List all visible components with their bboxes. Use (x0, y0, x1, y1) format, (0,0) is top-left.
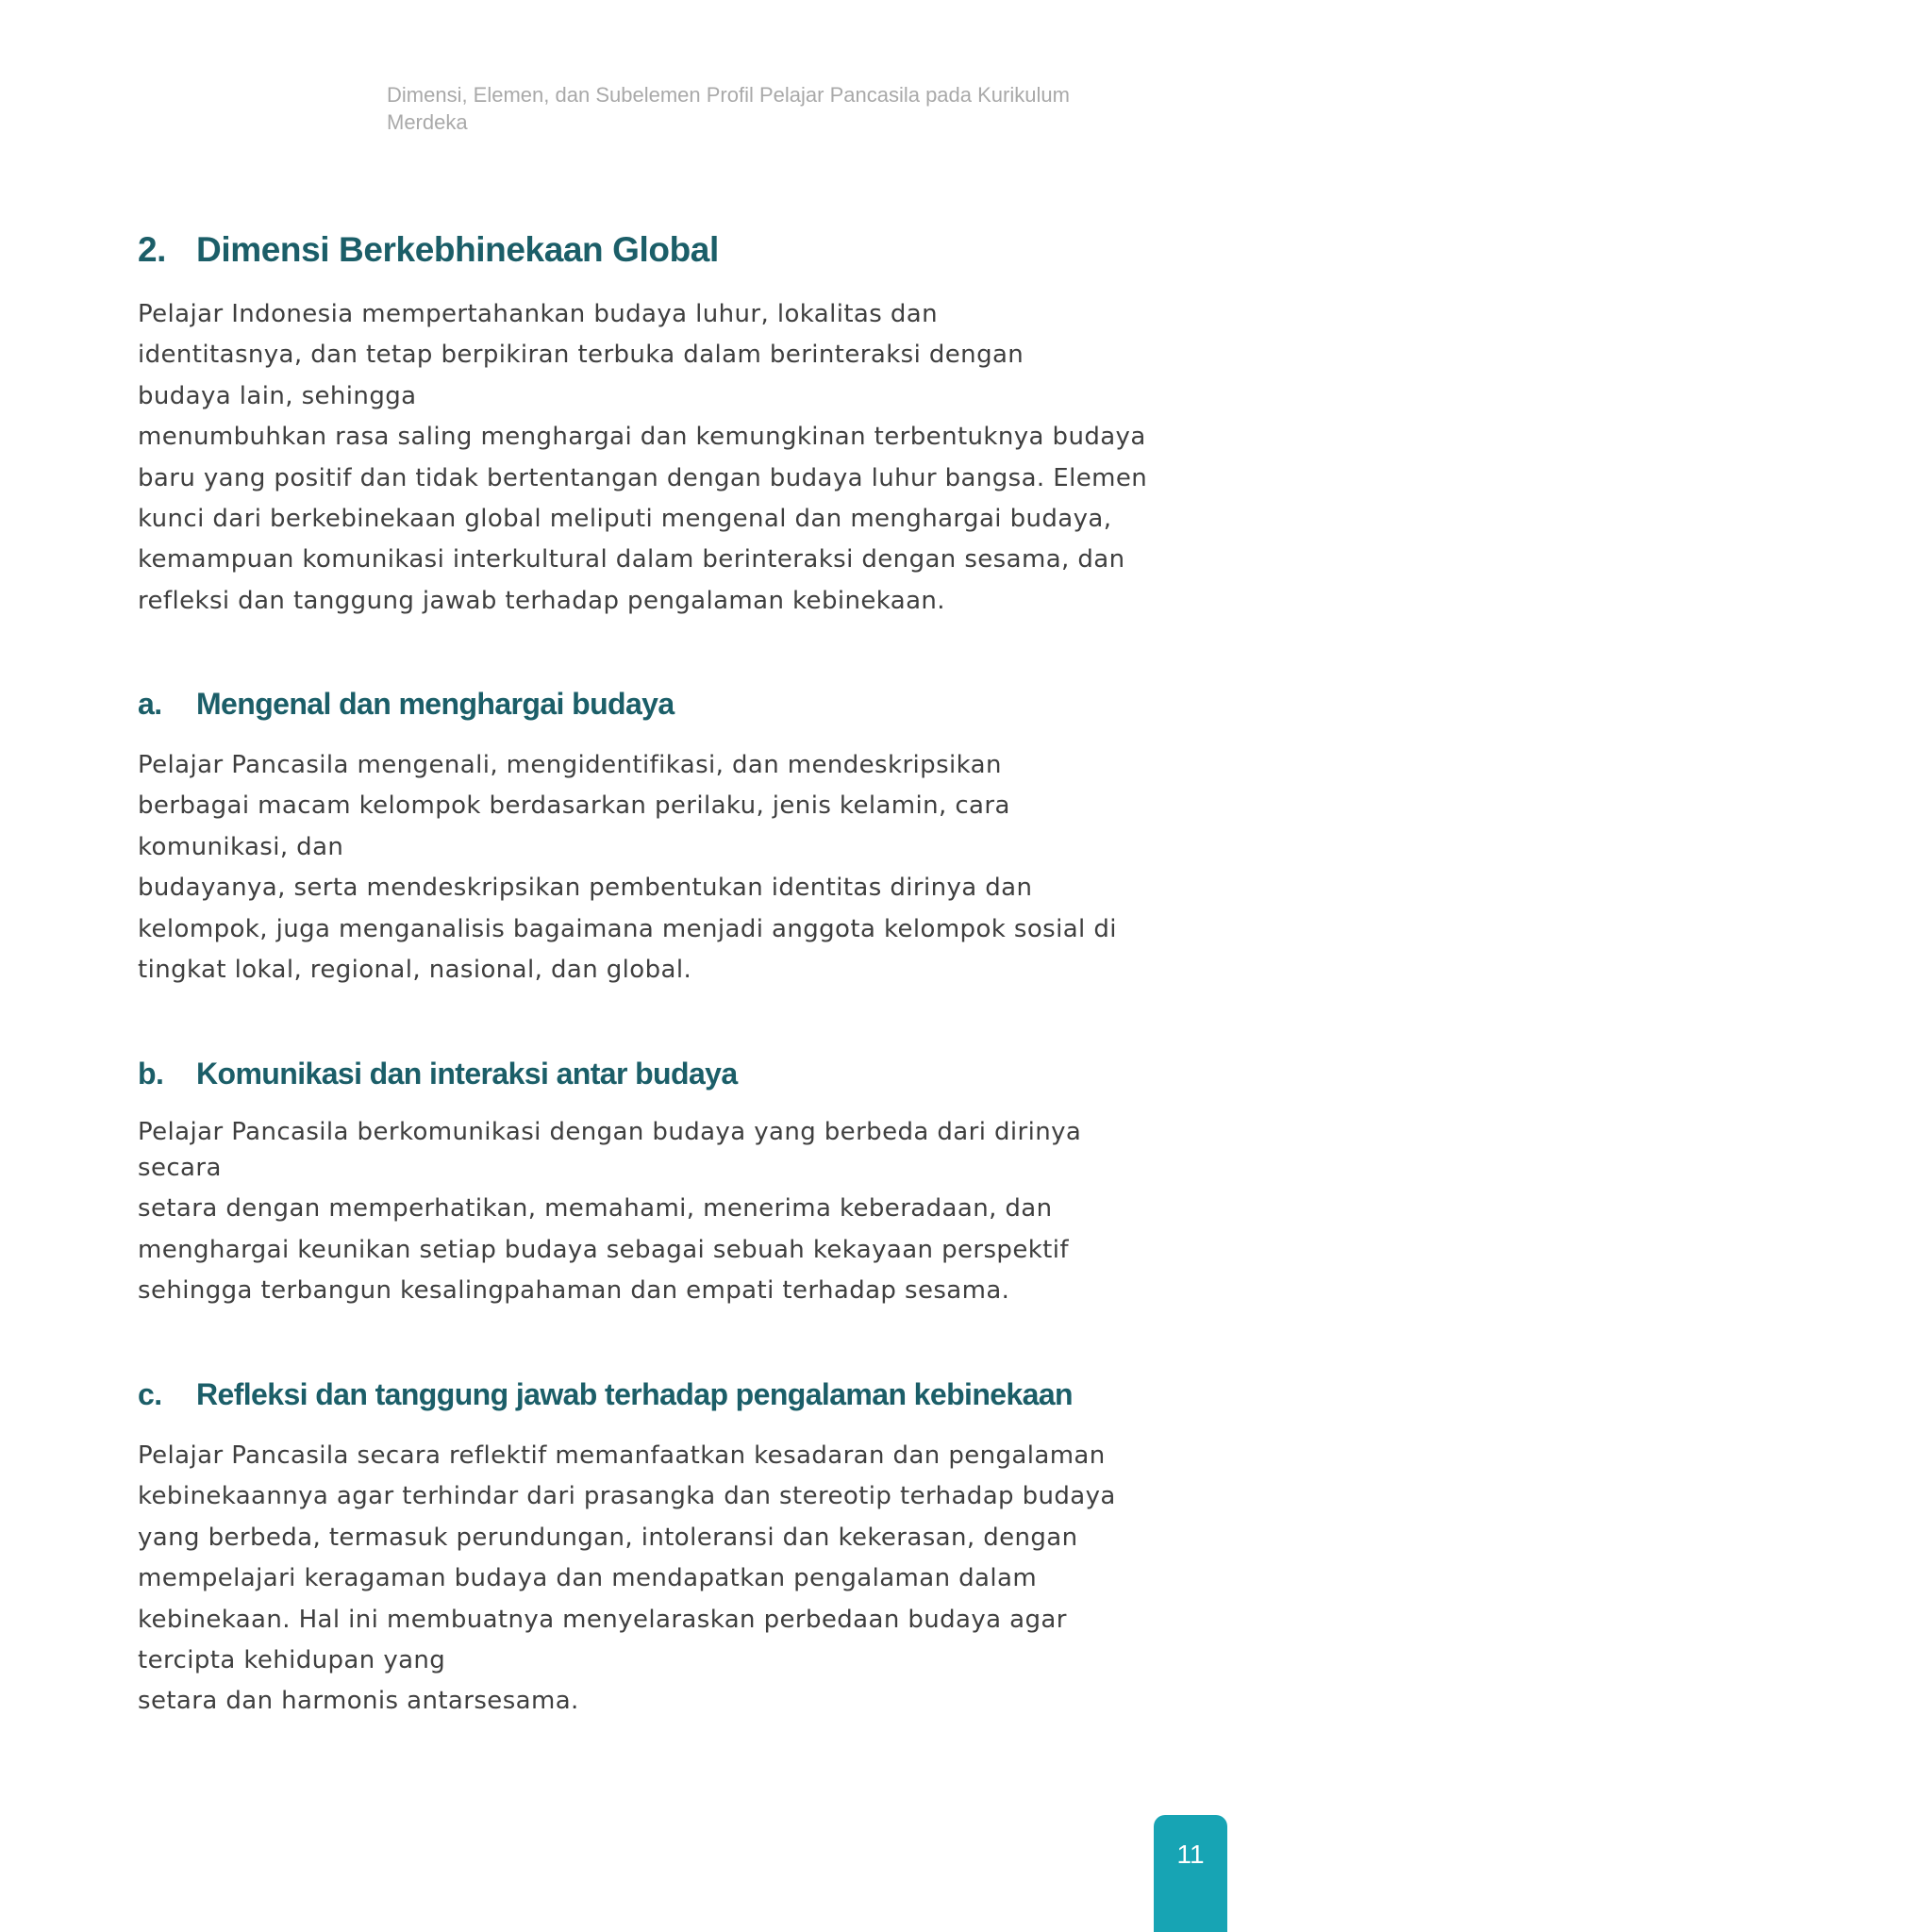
paragraph-line: menumbuhkan rasa saling menghargai dan kemungkinan terbentuknya budaya (138, 423, 1146, 452)
paragraph-line: menghargai keunikan setiap budaya sebagai sebuah kekayaan perspektif (138, 1235, 1069, 1264)
paragraph-line: mempelajari keragaman budaya dan mendapatkan pengalaman dalam (138, 1564, 1038, 1593)
paragraph-line: Pelajar Pancasila secara reflektif memanfaatkan kesadaran dan pengalaman (138, 1441, 1106, 1470)
subsection-letter: b. (138, 1057, 164, 1091)
paragraph-line: tingkat lokal, regional, nasional, dan global. (138, 956, 692, 985)
subsection-heading-a (138, 687, 675, 722)
subsection-b-paragraph (138, 1116, 1251, 1312)
paragraph-line: sehingga terbangun kesalingpahaman dan empati terhadap sesama. (138, 1276, 1010, 1306)
paragraph-line: kebinekaannya agar terhindar dari prasangka dan stereotip terhadap budaya (138, 1482, 1116, 1511)
running-header (387, 81, 1198, 136)
paragraph-line: Pelajar Pancasila mengenali, mengidentifikasi, dan mendeskripsikan (138, 751, 1002, 779)
subsection-title: Komunikasi dan interaksi antar budaya (196, 1057, 738, 1091)
paragraph-line: Pelajar Indonesia mempertahankan budaya luhur, lokalitas dan (138, 300, 938, 328)
paragraph-line: kebinekaan. Hal ini membuatnya menyelaraskan perbedaan budaya agar (138, 1605, 1067, 1634)
paragraph-line: budaya lain, sehingga (138, 381, 417, 410)
subsection-letter: c. (138, 1377, 162, 1411)
paragraph-line: berbagai macam kelompok berdasarkan perilaku, jenis kelamin, cara (138, 791, 1010, 821)
paragraph-line: yang berbeda, termasuk perundungan, intoleransi dan kekerasan, dengan (138, 1523, 1078, 1552)
paragraph-line: setara dan harmonis antarsesama. (138, 1687, 579, 1716)
paragraph-line: Pelajar Pancasila berkomunikasi dengan budaya yang berbeda dari dirinya (138, 1118, 1082, 1146)
paragraph-line: tercipta kehidupan yang (138, 1646, 446, 1675)
section-title: Dimensi Berkebhinekaan Global (196, 230, 719, 269)
section-intro-paragraph (138, 294, 1251, 622)
paragraph-line: setara dengan memperhatikan, memahami, menerima keberadaan, dan (138, 1194, 1053, 1224)
paragraph-line: identitasnya, dan tetap berpikiran terbuka dalam berinteraksi dengan (138, 341, 1024, 370)
paragraph-line: baru yang positif dan tidak bertentangan dengan budaya luhur bangsa. Elemen (138, 463, 1148, 492)
running-header-line-2: Merdeka (387, 110, 468, 134)
paragraph-line: kemampuan komunikasi interkultural dalam berinteraksi dengan sesama, dan (138, 545, 1125, 575)
page-number: 11 (1176, 1840, 1205, 1869)
subsection-heading-b (138, 1057, 738, 1091)
subsection-a-paragraph (138, 745, 1251, 991)
paragraph-line: komunikasi, dan (138, 832, 344, 861)
subsection-title: Mengenal dan menghargai budaya (196, 687, 675, 721)
paragraph-line: budayanya, serta mendeskripsikan pembentukan identitas dirinya dan (138, 874, 1033, 903)
paragraph-line: kelompok, juga menganalisis bagaimana menjadi anggota kelompok sosial di (138, 914, 1117, 943)
subsection-heading-c (138, 1377, 1073, 1412)
subsection-letter: a. (138, 687, 162, 721)
section-number: 2. (138, 230, 167, 269)
paragraph-line: secara (138, 1154, 222, 1182)
paragraph-line: kunci dari berkebinekaan global meliputi mengenal dan menghargai budaya, (138, 505, 1112, 534)
page-number-tab (1154, 1815, 1227, 1932)
subsection-c-paragraph (138, 1436, 1251, 1723)
subsection-title: Refleksi dan tanggung jawab terhadap pengalaman kebinekaan (196, 1377, 1073, 1411)
paragraph-line: refleksi dan tanggung jawab terhadap pengalaman kebinekaan. (138, 586, 945, 615)
section-heading (138, 230, 719, 270)
running-header-line-1: Dimensi, Elemen, dan Subelemen Profil Pelajar Pancasila pada Kurikulum (387, 83, 1070, 107)
